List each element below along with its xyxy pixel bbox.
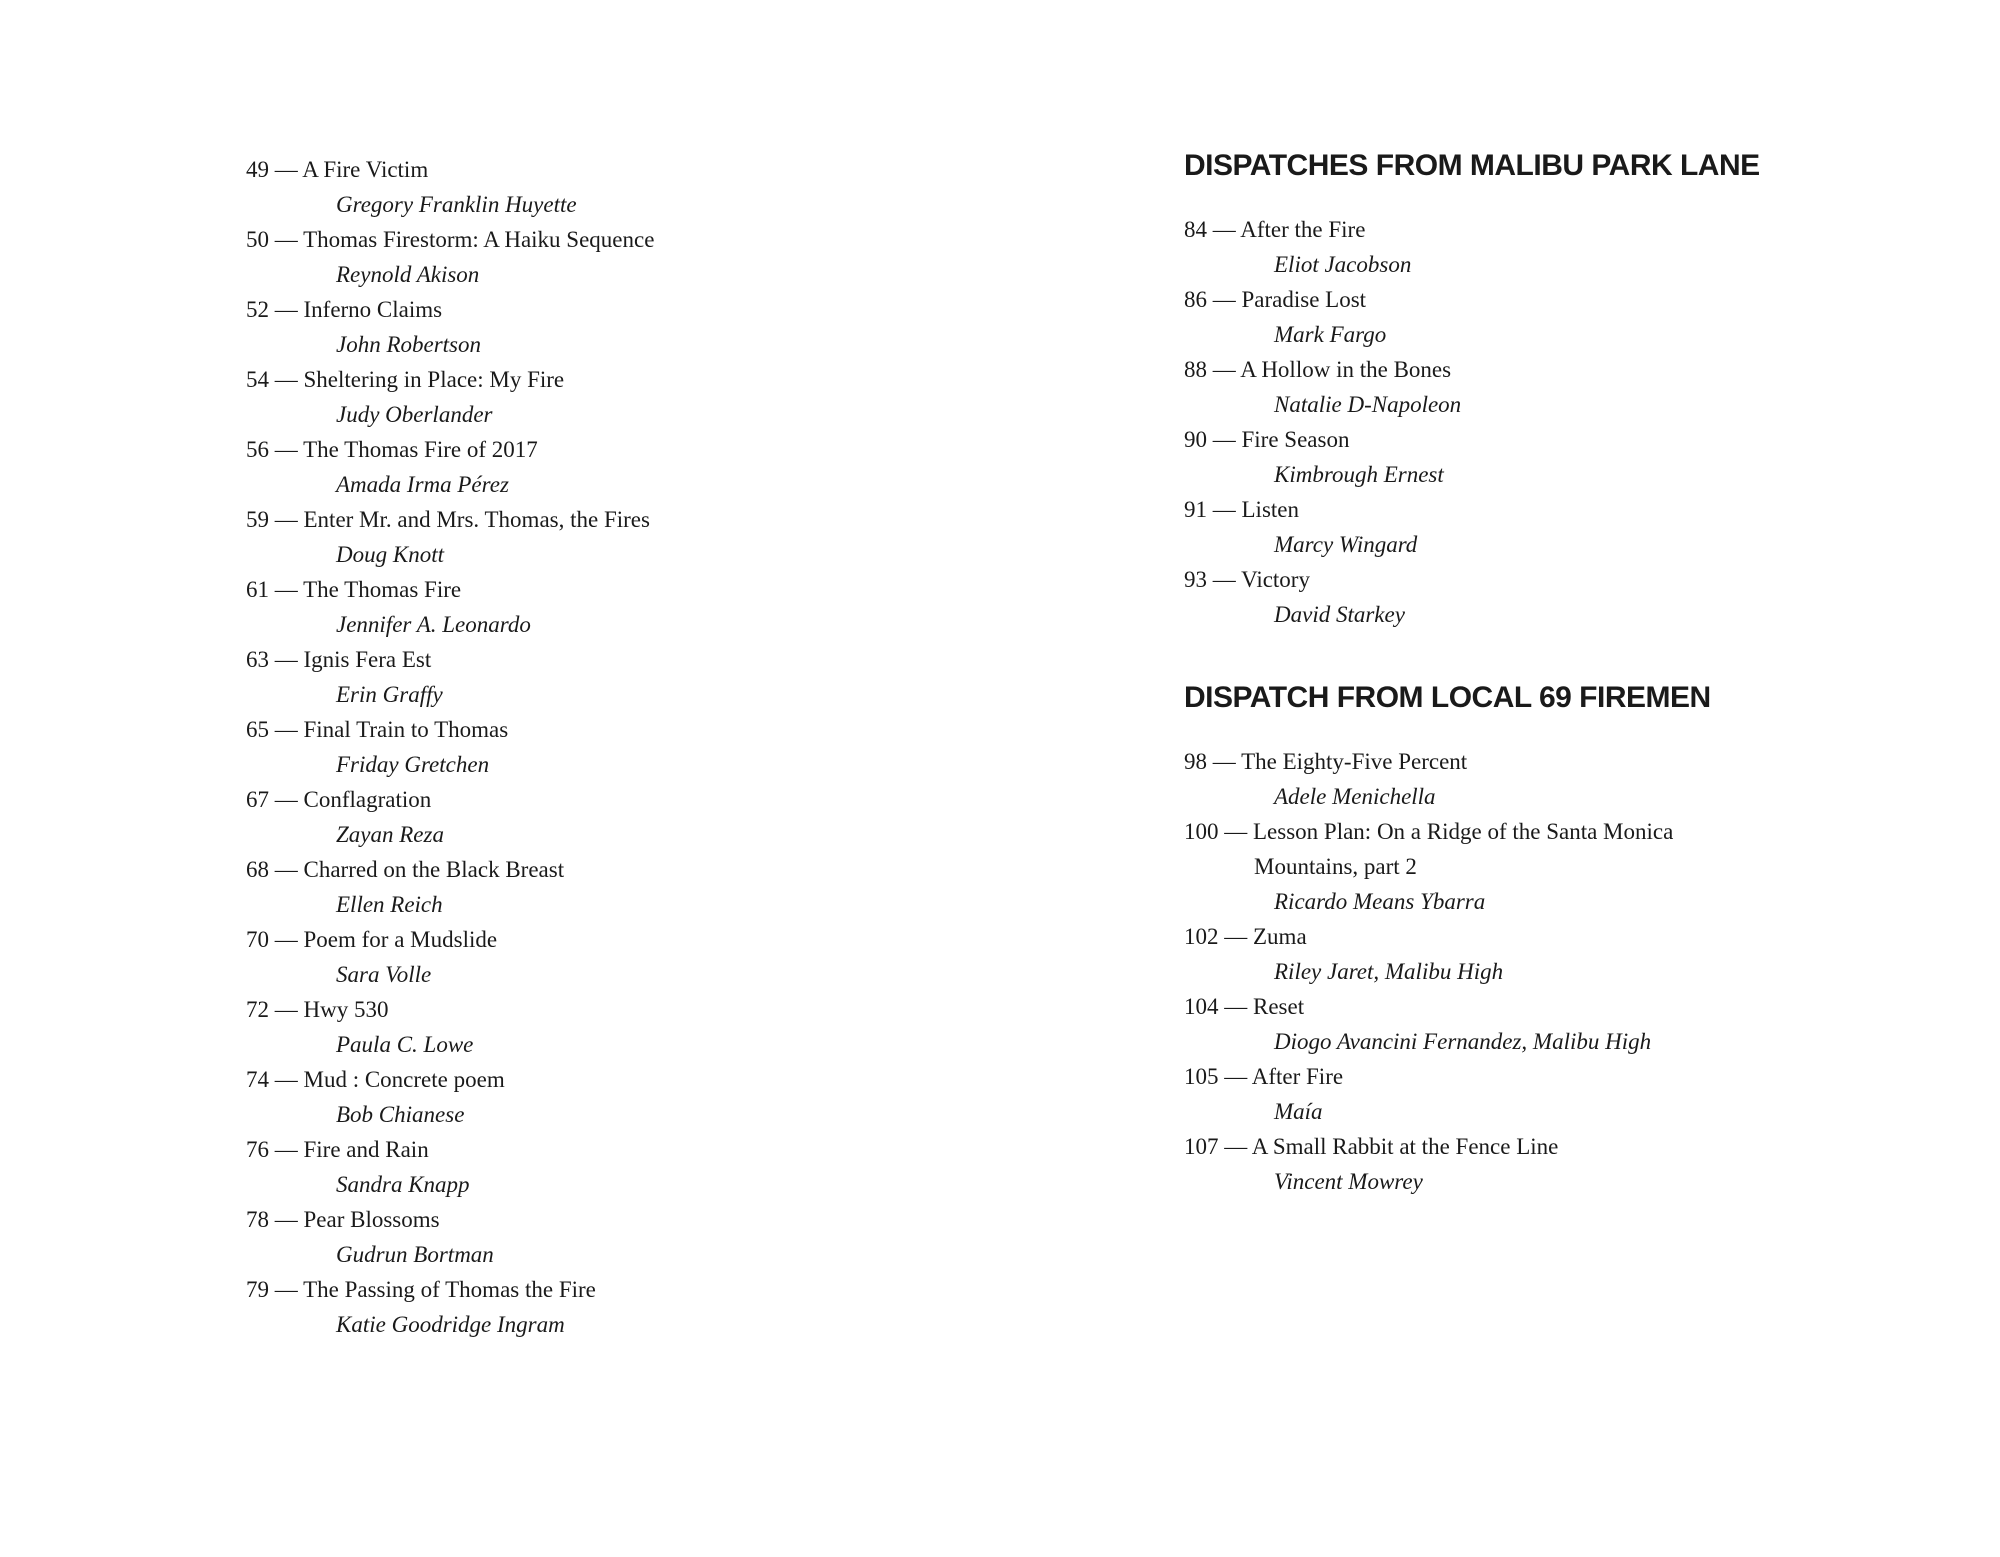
entry-title: The Eighty-Five Percent xyxy=(1241,749,1468,774)
entry-author: Zayan Reza xyxy=(336,822,444,847)
page-number: 56 xyxy=(246,437,269,462)
toc-entry xyxy=(246,1062,654,1132)
entry-title: Paradise Lost xyxy=(1241,287,1367,312)
entry-author: Vincent Mowrey xyxy=(1274,1169,1423,1194)
page-number: 72 xyxy=(246,997,269,1022)
page-number: 54 xyxy=(246,367,269,392)
em-dash-separator: — xyxy=(269,1067,304,1092)
page-number: 78 xyxy=(246,1207,269,1232)
entry-title: Listen xyxy=(1241,497,1299,522)
em-dash-separator: — xyxy=(1218,819,1253,844)
toc-entry xyxy=(1184,282,1760,352)
page-number: 102 xyxy=(1184,924,1219,949)
em-dash-separator: — xyxy=(269,927,304,952)
entry-author: Eliot Jacobson xyxy=(1274,252,1412,277)
entry-author: Paula C. Lowe xyxy=(336,1032,474,1057)
entry-title-line xyxy=(246,712,654,747)
toc-entry xyxy=(1184,744,1760,814)
page-number: 74 xyxy=(246,1067,269,1092)
entry-title: Fire Season xyxy=(1241,427,1350,452)
page-number: 79 xyxy=(246,1277,269,1302)
entry-author: Doug Knott xyxy=(336,542,444,567)
em-dash-separator: — xyxy=(1218,1064,1252,1089)
section-heading: DISPATCH FROM LOCAL 69 FIREMEN xyxy=(1184,681,1711,714)
section-entry-list xyxy=(1184,744,1760,1199)
entry-title: A Hollow in the Bones xyxy=(1240,357,1452,382)
entry-title: Poem for a Mudslide xyxy=(303,927,498,952)
entry-title: Zuma xyxy=(1253,924,1307,949)
entry-author: Diogo Avancini Fernandez, Malibu High xyxy=(1274,1029,1652,1054)
page-number: 52 xyxy=(246,297,269,322)
entry-title-line xyxy=(1184,1059,1760,1094)
page-number: 76 xyxy=(246,1137,269,1162)
toc-entry xyxy=(246,922,654,992)
toc-entry xyxy=(1184,212,1760,282)
entry-title: After the Fire xyxy=(1240,217,1366,242)
page-number: 61 xyxy=(246,577,269,602)
em-dash-separator: — xyxy=(269,1277,304,1302)
entry-title: Charred on the Black Breast xyxy=(303,857,565,882)
entry-title: Mud : Concrete poem xyxy=(303,1067,505,1092)
em-dash-separator: — xyxy=(269,507,304,532)
entry-author: Erin Graffy xyxy=(336,682,443,707)
entry-author: Mark Fargo xyxy=(1274,322,1387,347)
entry-title-line xyxy=(246,852,654,887)
entry-title-line xyxy=(1184,744,1760,779)
toc-entry xyxy=(246,572,654,642)
entry-author: Sandra Knapp xyxy=(336,1172,470,1197)
entry-title-line xyxy=(246,922,654,957)
toc-entry xyxy=(1184,814,1760,919)
page-number: 93 xyxy=(1184,567,1207,592)
entry-title: The Thomas Fire xyxy=(303,577,462,602)
entry-title: Sheltering in Place: My Fire xyxy=(303,367,565,392)
entry-author: Jennifer A. Leonardo xyxy=(336,612,531,637)
entry-author: Natalie D-Napoleon xyxy=(1274,392,1462,417)
em-dash-separator: — xyxy=(1207,357,1241,382)
entry-title: A Small Rabbit at the Fence Line xyxy=(1251,1134,1559,1159)
toc-entry xyxy=(246,782,654,852)
toc-entry xyxy=(246,852,654,922)
entry-title-line xyxy=(246,1202,654,1237)
page-number: 105 xyxy=(1184,1064,1219,1089)
entry-title: Reset xyxy=(1253,994,1305,1019)
entry-title-line xyxy=(1184,814,1760,849)
toc-entry xyxy=(246,1132,654,1202)
em-dash-separator: — xyxy=(269,787,304,812)
entry-title-line xyxy=(246,222,654,257)
entry-author: Ellen Reich xyxy=(336,892,443,917)
entry-title-line xyxy=(1184,212,1760,247)
entry-title-line xyxy=(246,572,654,607)
entry-title-line xyxy=(246,362,654,397)
toc-entry xyxy=(1184,1059,1760,1129)
page-number: 88 xyxy=(1184,357,1207,382)
page-number: 91 xyxy=(1184,497,1207,522)
section-malibu-park-lane xyxy=(1184,148,1760,632)
entry-title-line xyxy=(246,152,654,187)
entry-title-line xyxy=(246,502,654,537)
entry-author: Judy Oberlander xyxy=(336,402,493,427)
toc-entry xyxy=(246,712,654,782)
em-dash-separator: — xyxy=(269,577,304,602)
toc-entry xyxy=(246,152,654,222)
toc-entry xyxy=(1184,492,1760,562)
entry-title-line xyxy=(1184,492,1760,527)
entry-title: A Fire Victim xyxy=(302,157,429,182)
left-column xyxy=(246,152,654,1342)
entry-author: David Starkey xyxy=(1274,602,1405,627)
toc-entry xyxy=(1184,919,1760,989)
entry-title: Victory xyxy=(1241,567,1310,592)
section-heading: DISPATCHES FROM MALIBU PARK LANE xyxy=(1184,149,1760,182)
entry-title: After Fire xyxy=(1251,1064,1344,1089)
entry-author: John Robertson xyxy=(336,332,482,357)
entry-author: Maía xyxy=(1274,1099,1323,1124)
left-entry-list xyxy=(246,152,654,1342)
entry-author: Riley Jaret, Malibu High xyxy=(1274,959,1504,984)
entry-title: Inferno Claims xyxy=(303,297,443,322)
entry-title-line xyxy=(246,992,654,1027)
entry-author: Adele Menichella xyxy=(1274,784,1436,809)
entry-title-line xyxy=(246,1272,654,1307)
em-dash-separator: — xyxy=(269,997,304,1022)
em-dash-separator: — xyxy=(1207,567,1242,592)
page-number: 68 xyxy=(246,857,269,882)
toc-entry xyxy=(246,642,654,712)
entry-title: Conflagration xyxy=(303,787,432,812)
em-dash-separator: — xyxy=(1207,427,1242,452)
page-number: 49 xyxy=(246,157,269,182)
page-number: 107 xyxy=(1184,1134,1219,1159)
toc-entry xyxy=(246,432,654,502)
entry-title-line xyxy=(1184,422,1760,457)
page-number: 104 xyxy=(1184,994,1219,1019)
toc-entry xyxy=(1184,989,1760,1059)
page-number: 86 xyxy=(1184,287,1207,312)
em-dash-separator: — xyxy=(1207,749,1242,774)
entry-author: Marcy Wingard xyxy=(1274,532,1418,557)
toc-entry xyxy=(1184,422,1760,492)
em-dash-separator: — xyxy=(269,857,304,882)
em-dash-separator: — xyxy=(1218,1134,1252,1159)
entry-author: Bob Chianese xyxy=(336,1102,465,1127)
section-entry-list xyxy=(1184,212,1760,632)
entry-title: Fire and Rain xyxy=(303,1137,429,1162)
entry-title-line xyxy=(1184,282,1760,317)
page-number: 63 xyxy=(246,647,269,672)
page-number: 100 xyxy=(1184,819,1219,844)
em-dash-separator: — xyxy=(1207,497,1242,522)
em-dash-separator: — xyxy=(269,227,304,252)
right-column xyxy=(1184,148,1760,1199)
entry-author: Gregory Franklin Huyette xyxy=(336,192,577,217)
page-number: 90 xyxy=(1184,427,1207,452)
entry-author: Reynold Akison xyxy=(336,262,480,287)
em-dash-separator: — xyxy=(269,437,304,462)
entry-author: Gudrun Bortman xyxy=(336,1242,494,1267)
em-dash-separator: — xyxy=(1207,287,1242,312)
entry-title-line xyxy=(246,432,654,467)
entry-title-line xyxy=(1184,1129,1760,1164)
entry-author: Kimbrough Ernest xyxy=(1274,462,1444,487)
entry-title-line xyxy=(246,1062,654,1097)
toc-entry xyxy=(246,362,654,432)
entry-title-continuation: Mountains, part 2 xyxy=(1254,854,1417,879)
entry-title: The Passing of Thomas the Fire xyxy=(303,1277,596,1302)
toc-entry xyxy=(246,292,654,362)
page-number: 65 xyxy=(246,717,269,742)
entry-title-line xyxy=(1184,352,1760,387)
toc-entry xyxy=(246,1202,654,1272)
entry-author: Katie Goodridge Ingram xyxy=(336,1312,565,1337)
entry-title: The Thomas Fire of 2017 xyxy=(303,437,538,462)
em-dash-separator: — xyxy=(269,367,304,392)
entry-title: Final Train to Thomas xyxy=(303,717,509,742)
page-number: 67 xyxy=(246,787,269,812)
toc-entry xyxy=(1184,562,1760,632)
entry-title-line xyxy=(246,292,654,327)
entry-title: Pear Blossoms xyxy=(303,1207,440,1232)
entry-author: Amada Irma Pérez xyxy=(336,472,509,497)
page-number: 98 xyxy=(1184,749,1207,774)
toc-entry xyxy=(246,222,654,292)
toc-entry xyxy=(1184,1129,1760,1199)
entry-title: Thomas Firestorm: A Haiku Sequence xyxy=(303,227,655,252)
em-dash-separator: — xyxy=(1218,924,1253,949)
entry-author: Sara Volle xyxy=(336,962,432,987)
em-dash-separator: — xyxy=(269,717,304,742)
em-dash-separator: — xyxy=(269,297,304,322)
toc-entry xyxy=(246,502,654,572)
toc-entry xyxy=(246,992,654,1062)
entry-title: Lesson Plan: On a Ridge of the Santa Monica xyxy=(1253,819,1674,844)
em-dash-separator: — xyxy=(269,1207,304,1232)
section-local-69-firemen xyxy=(1184,680,1760,1199)
page-number: 50 xyxy=(246,227,269,252)
entry-title-line xyxy=(246,642,654,677)
entry-author: Friday Gretchen xyxy=(336,752,490,777)
em-dash-separator: — xyxy=(1207,217,1241,242)
entry-title: Hwy 530 xyxy=(303,997,389,1022)
entry-title-line xyxy=(1184,989,1760,1024)
toc-entry xyxy=(246,1272,654,1342)
entry-title: Enter Mr. and Mrs. Thomas, the Fires xyxy=(303,507,650,532)
em-dash-separator: — xyxy=(269,1137,304,1162)
em-dash-separator: — xyxy=(1218,994,1253,1019)
em-dash-separator: — xyxy=(269,157,303,182)
entry-title-line xyxy=(1184,562,1760,597)
page-number: 59 xyxy=(246,507,269,532)
toc-entry xyxy=(1184,352,1760,422)
entry-title: Ignis Fera Est xyxy=(303,647,432,672)
page-number: 70 xyxy=(246,927,269,952)
entry-author: Ricardo Means Ybarra xyxy=(1274,889,1486,914)
entry-title-line xyxy=(246,782,654,817)
entry-title-line xyxy=(246,1132,654,1167)
em-dash-separator: — xyxy=(269,647,304,672)
entry-title-line xyxy=(1184,919,1760,954)
page-number: 84 xyxy=(1184,217,1207,242)
